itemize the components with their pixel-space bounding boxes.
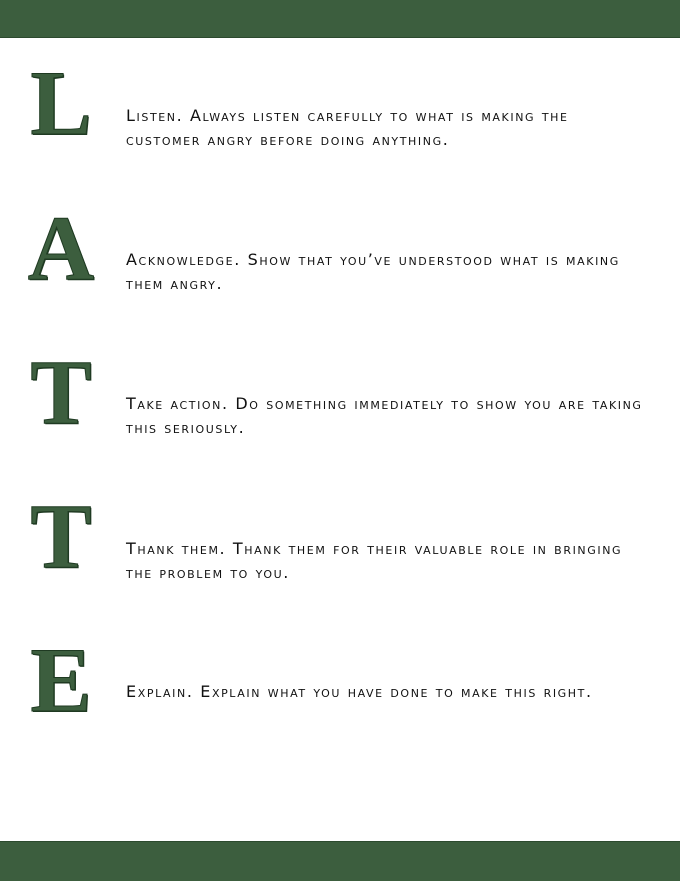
initial-letter-t-first: T xyxy=(30,341,92,443)
item-description-thank: Thank them. Thank them for their valuable role in bringing the problem to you. xyxy=(126,539,623,582)
item-description-listen: Listen. Always listen carefully to what is making the customer angry before doing anything. xyxy=(126,106,569,149)
item-description-acknowledge: Acknowledge. Show that you’ve understood what is making them angry. xyxy=(126,250,620,293)
latte-item-listen xyxy=(0,52,680,154)
latte-item-thank xyxy=(0,485,680,587)
header-band xyxy=(0,0,680,38)
initial-letter-a: A xyxy=(27,197,95,299)
item-description-explain: Explain. Explain what you have done to make this right. xyxy=(126,682,593,701)
footer-band xyxy=(0,841,680,881)
initial-letter-t-second: T xyxy=(30,485,92,587)
latte-item-explain xyxy=(0,629,680,731)
latte-item-acknowledge xyxy=(0,197,680,299)
item-description-take-action: Take action. Do something immediately to show you are taking this seriously. xyxy=(126,394,643,437)
latte-item-take-action xyxy=(0,341,680,443)
initial-letter-l: L xyxy=(30,52,92,154)
initial-letter-e: E xyxy=(30,629,92,731)
